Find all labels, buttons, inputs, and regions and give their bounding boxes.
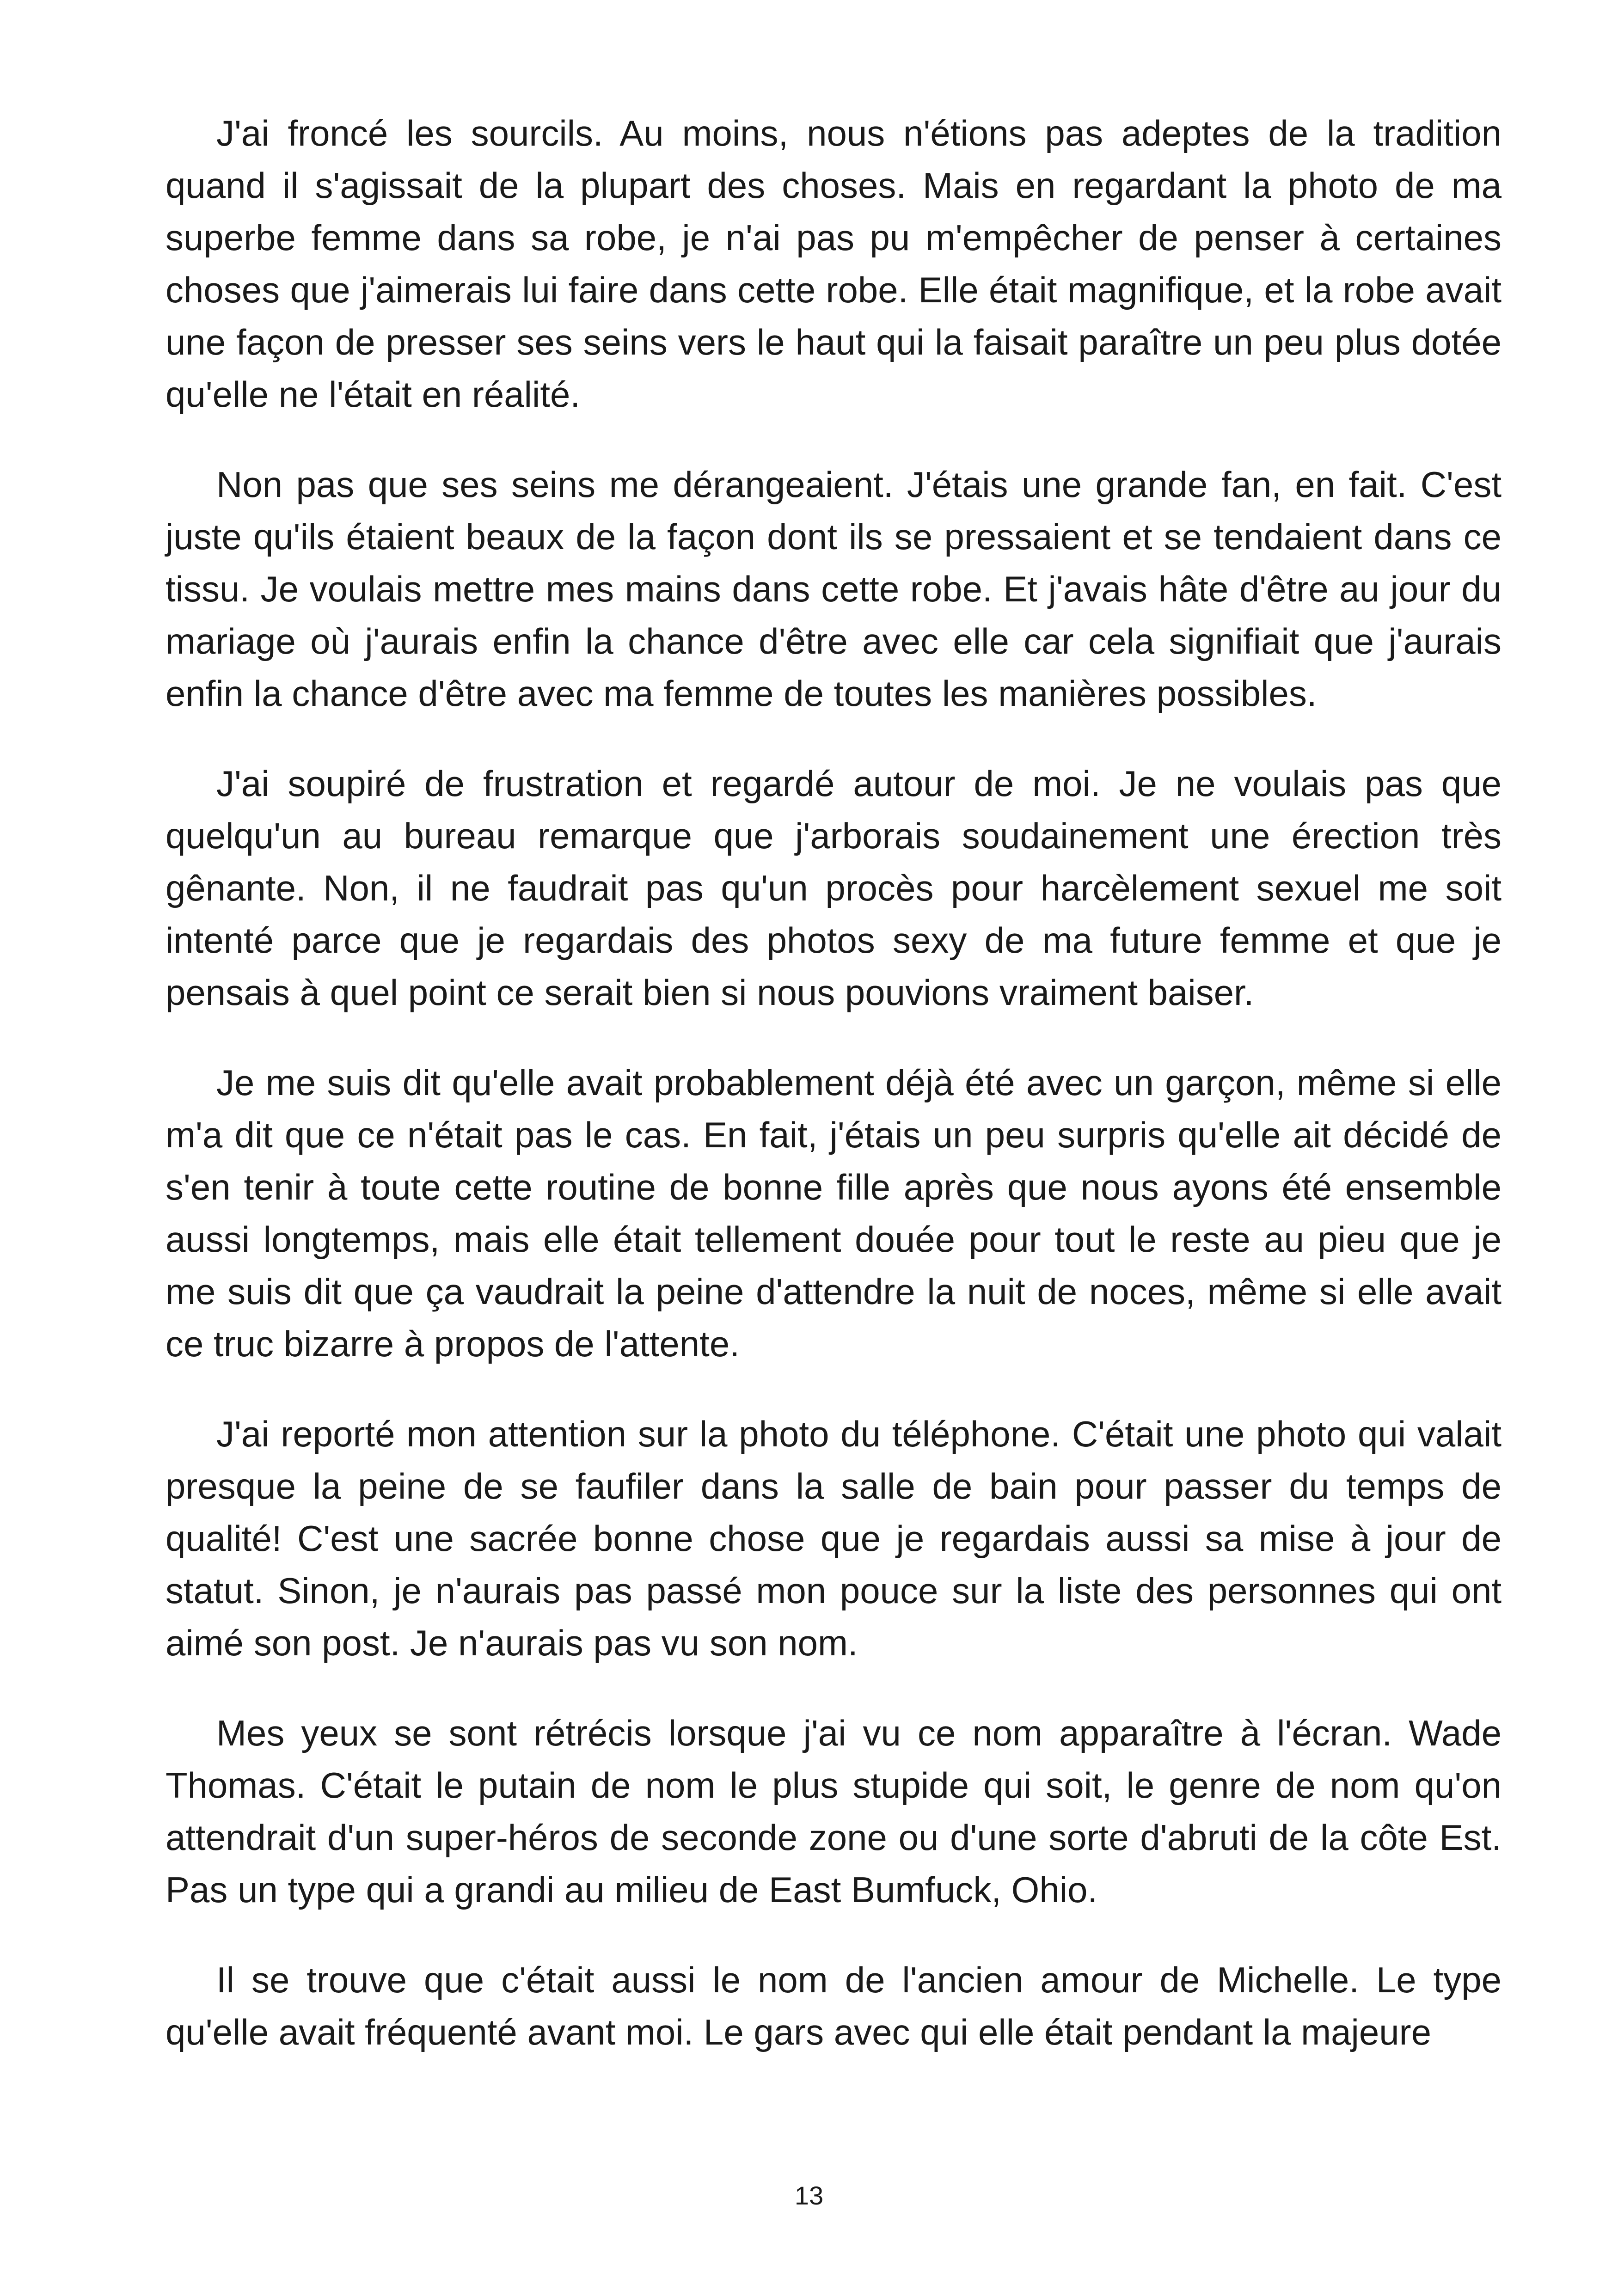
body-text xyxy=(165,107,1502,2058)
paragraph: J'ai soupiré de frustration et regardé autour de moi. Je ne voulais pas que quelqu'un au bureau remarque que j'arborais soudainement une érection très gênante. Non, il ne faudrait pas qu'un procès pour harcèlement sexuel me soit intenté parce que je regardais des photos sexy de ma future femme et que je pensais à quel point ce serait bien si nous pouvions vraiment baiser. xyxy=(165,763,1502,1013)
paragraph: J'ai reporté mon attention sur la photo du téléphone. C'était une photo qui valait presque la peine de se faufiler dans la salle de bain pour passer du temps de qualité! C'est une sacrée bonne chose que je regardais aussi sa mise à jour de statut. Sinon, je n'aurais pas passé mon pouce sur la liste des personnes qui ont aimé son post. Je n'aurais pas vu son nom. xyxy=(165,1414,1502,1663)
page-number: 13 xyxy=(794,2181,824,2210)
paragraph: Il se trouve que c'était aussi le nom de l'ancien amour de Michelle. Le type qu'elle avait fréquenté avant moi. Le gars avec qui elle était pendant la majeure xyxy=(165,1959,1502,2052)
paragraph: Mes yeux se sont rétrécis lorsque j'ai vu ce nom apparaître à l'écran. Wade Thomas. C'était le putain de nom le plus stupide qui soit, le genre de nom qu'on attendrait d'un super-héros de seconde zone ou d'une sorte d'abruti de la côte Est. Pas un type qui a grandi au milieu de East Bumfuck, Ohio. xyxy=(165,1713,1502,1910)
paragraph: Je me suis dit qu'elle avait probablement déjà été avec un garçon, même si elle m'a dit que ce n'était pas le cas. En fait, j'étais un peu surpris qu'elle ait décidé de s'en tenir à toute cette routine de bonne fille après que nous ayons été ensemble aussi longtemps, mais elle était tellement douée pour tout le reste au pieu que je me suis dit que ça vaudrait la peine d'attendre la nuit de noces, même si elle avait ce truc bizarre à propos de l'attente. xyxy=(165,1062,1502,1364)
paragraph: J'ai froncé les sourcils. Au moins, nous n'étions pas adeptes de la tradition quand il s'agissait de la plupart des choses. Mais en regardant la photo de ma superbe femme dans sa robe, je n'ai pas pu m'empêcher de penser à certaines choses que j'aimerais lui faire dans cette robe. Elle était magnifique, et la robe avait une façon de presser ses seins vers le haut qui la faisait paraître un peu plus dotée qu'elle ne l'était en réalité. xyxy=(165,113,1502,415)
paragraph: Non pas que ses seins me dérangeaient. J'étais une grande fan, en fait. C'est juste qu'ils étaient beaux de la façon dont ils se pressaient et se tendaient dans ce tissu. Je voulais mettre mes mains dans cette robe. Et j'avais hâte d'être au jour du mariage où j'aurais enfin la chance d'être avec elle car cela signifiait que j'aurais enfin la chance d'être avec ma femme de toutes les manières possibles. xyxy=(165,464,1502,714)
